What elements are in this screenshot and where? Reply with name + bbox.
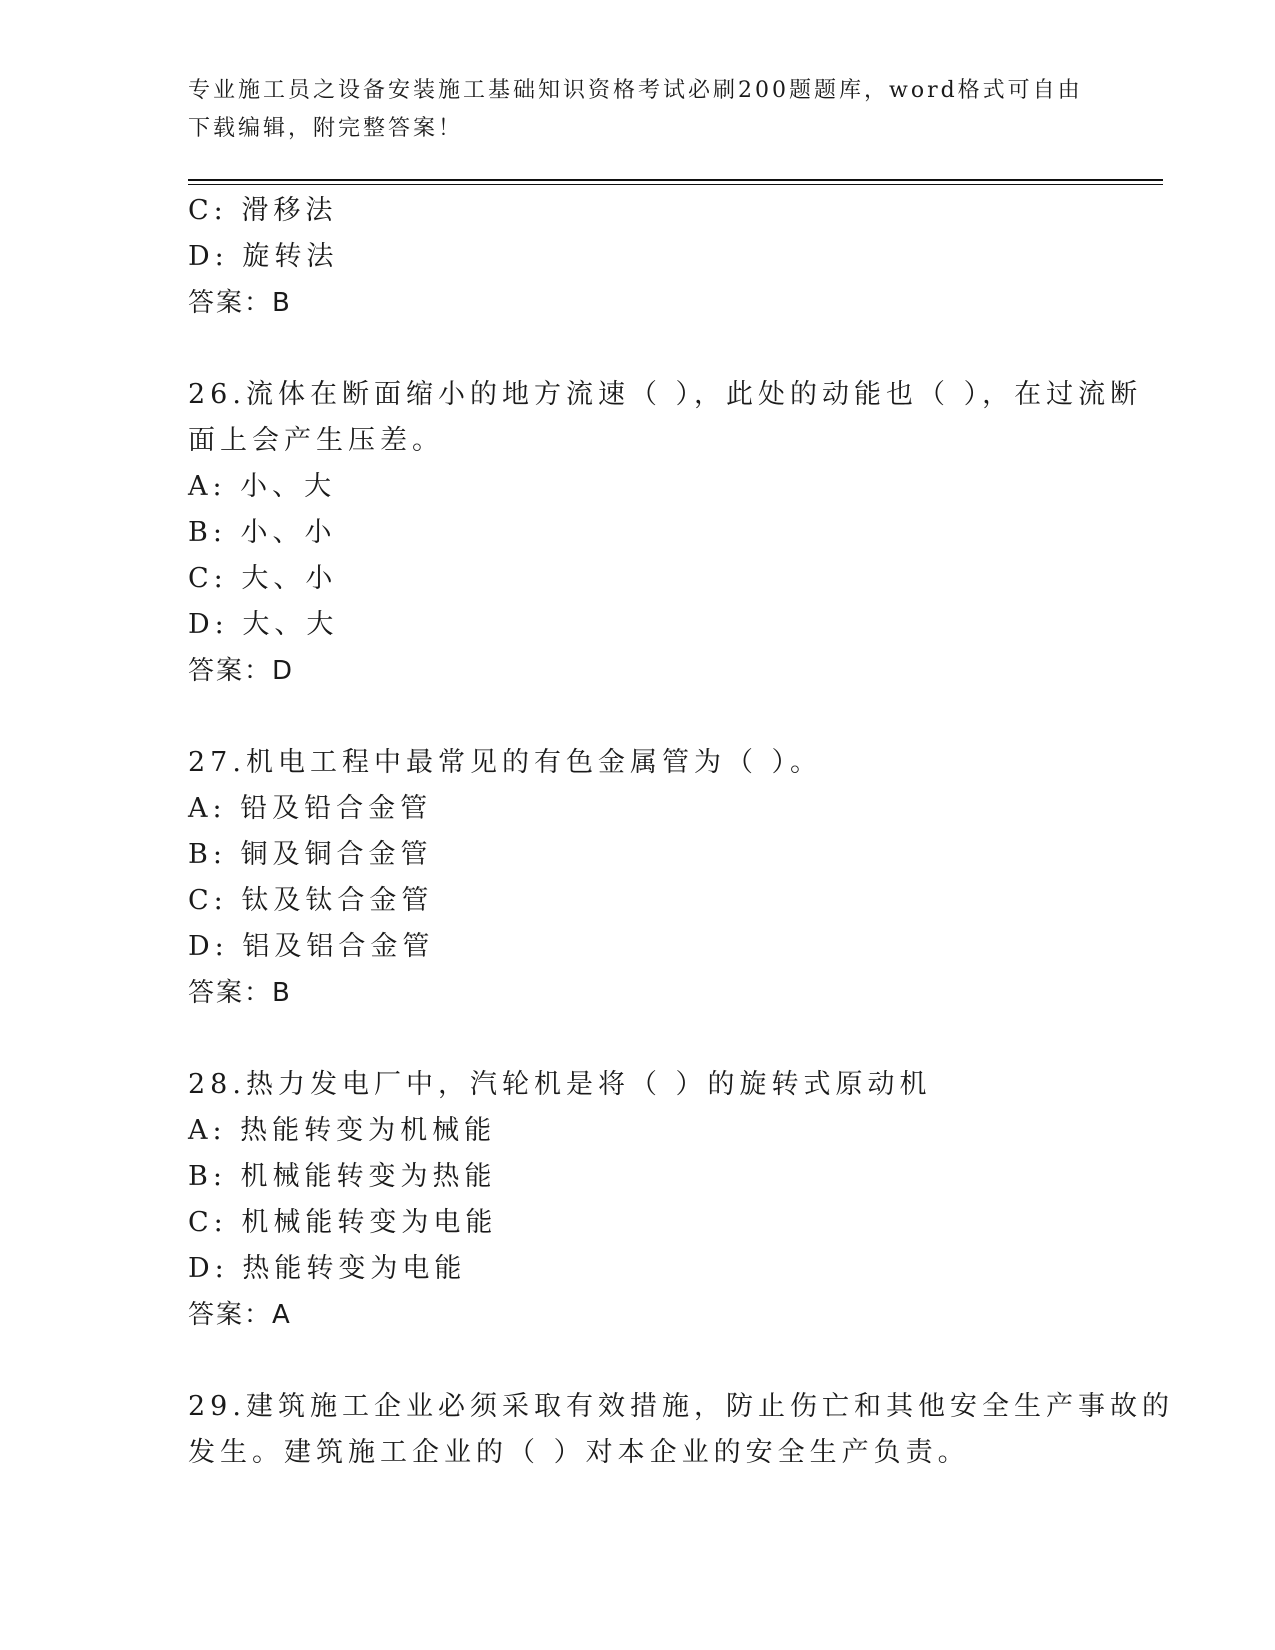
question-stem: 面上会产生压差。 bbox=[188, 425, 444, 456]
header-rule-thin bbox=[188, 184, 1163, 185]
spacer bbox=[188, 694, 1088, 740]
question-stem: 26.流体在断面缩小的地方流速（ ），此处的动能也（ ），在过流断 bbox=[188, 379, 1143, 410]
question-29 bbox=[188, 1384, 1174, 1476]
question-stem: 28.热力发电厂中，汽轮机是将（ ）的旋转式原动机 bbox=[188, 1069, 932, 1100]
option-b: B: 小、小 bbox=[188, 517, 337, 548]
question-stem: 27.机电工程中最常见的有色金属管为（ ）。 bbox=[188, 747, 823, 778]
spacer bbox=[188, 1338, 1088, 1384]
answer: 答案：B bbox=[188, 978, 292, 1008]
question-28 bbox=[188, 1062, 1088, 1338]
option-c: C: 大、小 bbox=[188, 563, 338, 594]
option-a: A: 热能转变为机械能 bbox=[188, 1115, 497, 1146]
option-a: A: 小、大 bbox=[188, 471, 337, 502]
document-header bbox=[188, 72, 1088, 148]
question-27 bbox=[188, 740, 1088, 1016]
answer: 答案：B bbox=[188, 288, 292, 318]
option-b: B: 铜及铜合金管 bbox=[188, 839, 433, 870]
question-stem: 29.建筑施工企业必须采取有效措施，防止伤亡和其他安全生产事故的 bbox=[188, 1391, 1174, 1422]
option-c: C: 钛及钛合金管 bbox=[188, 885, 434, 916]
option-d: D: 大、大 bbox=[188, 609, 339, 640]
spacer bbox=[188, 326, 1088, 372]
option-c: C: 滑移法 bbox=[188, 195, 338, 226]
question-26 bbox=[188, 372, 1143, 694]
answer: 答案：D bbox=[188, 656, 295, 686]
option-d: D: 热能转变为电能 bbox=[188, 1253, 467, 1284]
option-b: B: 机械能转变为热能 bbox=[188, 1161, 497, 1192]
option-d: D: 铝及铝合金管 bbox=[188, 931, 435, 962]
option-c: C: 机械能转变为电能 bbox=[188, 1207, 498, 1238]
question-stem: 发生。建筑施工企业的（ ）对本企业的安全生产负责。 bbox=[188, 1437, 970, 1468]
question-25 bbox=[188, 188, 1088, 326]
option-a: A: 铅及铅合金管 bbox=[188, 793, 433, 824]
header-line-1: 专业施工员之设备安装施工基础知识资格考试必刷200题题库，word格式可自由 bbox=[188, 78, 1083, 103]
header-line-2: 下载编辑，附完整答案！ bbox=[188, 116, 464, 141]
header-rule-thick bbox=[188, 179, 1163, 181]
option-d: D: 旋转法 bbox=[188, 241, 339, 272]
spacer bbox=[188, 1016, 1088, 1062]
question-list bbox=[188, 188, 1174, 1476]
answer: 答案：A bbox=[188, 1300, 292, 1330]
